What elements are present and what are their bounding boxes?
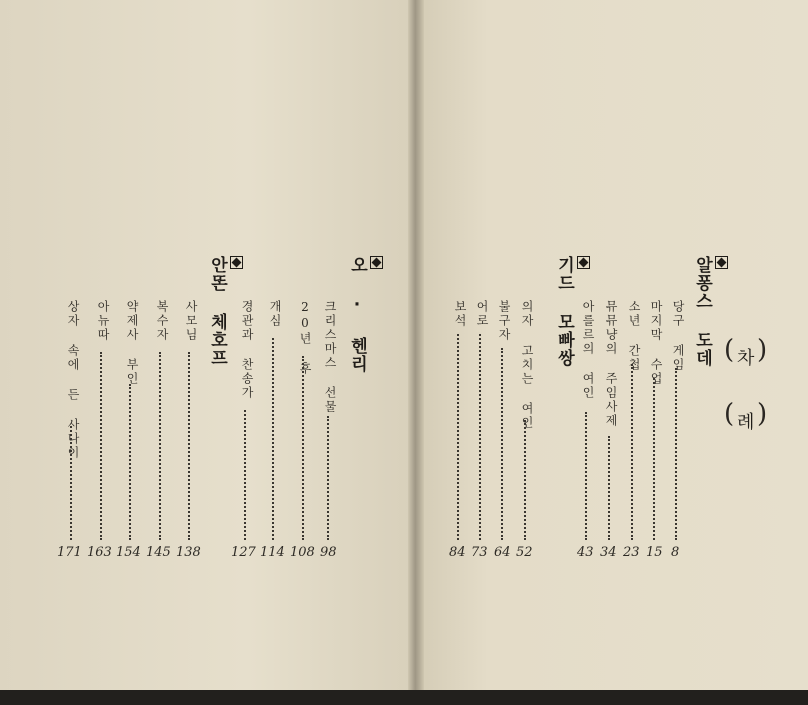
author-heading-chekhov	[205, 256, 243, 367]
entry-title: 복수자	[155, 300, 169, 342]
author-name: 알퐁스 도데	[692, 256, 712, 367]
paren-right: )	[757, 335, 768, 365]
entry-title: 크리스마스 선물	[323, 300, 337, 414]
entry-title: 약제사 부인	[125, 300, 139, 386]
entry-title: 뮤뮤냥의 주임사제	[604, 300, 618, 428]
entry-page: 127	[231, 545, 256, 560]
entry-title: 불구자	[497, 300, 511, 342]
leader-dots	[457, 334, 461, 540]
entry-page: 108	[290, 545, 315, 560]
leader-dots	[302, 356, 306, 540]
entry-title: 20년 후	[298, 300, 312, 376]
entry-page: 171	[57, 545, 82, 560]
entry-page: 43	[577, 545, 594, 560]
entry-title: 당구 게임	[671, 300, 685, 372]
entry-title: 어로	[475, 300, 489, 328]
entry-title: 상자 속에 든 사나이	[66, 300, 80, 460]
entry-title: 보석	[453, 300, 467, 328]
entry-title: 마지막 수업	[649, 300, 663, 386]
entry-title: 아뉴따	[96, 300, 110, 342]
entry-page: 84	[449, 545, 466, 560]
entry-page: 163	[87, 545, 112, 560]
entry-page: 98	[320, 545, 337, 560]
entry-page: 52	[516, 545, 533, 560]
leader-dots	[159, 352, 163, 540]
author-heading-henry	[345, 256, 383, 373]
entry-page: 23	[623, 545, 640, 560]
title-char-1-wrap	[724, 335, 768, 378]
leader-dots	[585, 412, 589, 540]
leader-dots	[272, 338, 276, 540]
leader-dots	[188, 352, 192, 540]
scan-edge	[0, 690, 808, 705]
entry-page: 8	[671, 545, 680, 560]
author-name: 기드 모빠쌍	[554, 256, 574, 367]
book-gutter	[408, 0, 424, 690]
leader-dots	[244, 410, 248, 540]
leader-dots	[675, 368, 679, 540]
title-char: 례	[737, 412, 755, 433]
entry-title: 아를르의 여인	[581, 300, 595, 400]
paren-left: (	[724, 399, 735, 429]
title-char: 차	[737, 348, 755, 369]
entry-page: 64	[494, 545, 511, 560]
entry-page: 114	[260, 545, 285, 560]
author-name: 안똔 체호프	[207, 256, 227, 367]
leader-dots	[129, 384, 133, 540]
leader-dots	[100, 352, 104, 540]
diamond-bullet-icon	[230, 256, 243, 269]
entry-title: 의자 고치는 여인	[520, 300, 534, 430]
leader-dots	[631, 364, 635, 540]
title-char-2-wrap	[724, 399, 768, 442]
entry-page: 73	[471, 545, 488, 560]
entry-title: 사모님	[184, 300, 198, 342]
leader-dots	[70, 426, 74, 540]
entry-page: 154	[116, 545, 141, 560]
leader-dots	[653, 378, 657, 540]
entry-page: 15	[646, 545, 663, 560]
entry-title: 경관과 찬송가	[240, 300, 254, 400]
diamond-bullet-icon	[577, 256, 590, 269]
leader-dots	[608, 436, 612, 540]
leader-dots	[479, 334, 483, 540]
leader-dots	[327, 416, 331, 540]
diamond-bullet-icon	[715, 256, 728, 269]
paren-right: )	[757, 399, 768, 429]
entry-title: 개심	[268, 300, 282, 328]
paren-left: (	[724, 335, 735, 365]
diamond-bullet-icon	[370, 256, 383, 269]
leader-dots	[524, 420, 528, 540]
entry-page: 145	[146, 545, 171, 560]
leader-dots	[501, 348, 505, 540]
entry-title: 소년 간첩	[627, 300, 641, 372]
entry-page: 138	[176, 545, 201, 560]
author-name: 오 · 헨리	[347, 256, 367, 373]
entry-page: 34	[600, 545, 617, 560]
author-heading-daudet	[690, 256, 728, 367]
